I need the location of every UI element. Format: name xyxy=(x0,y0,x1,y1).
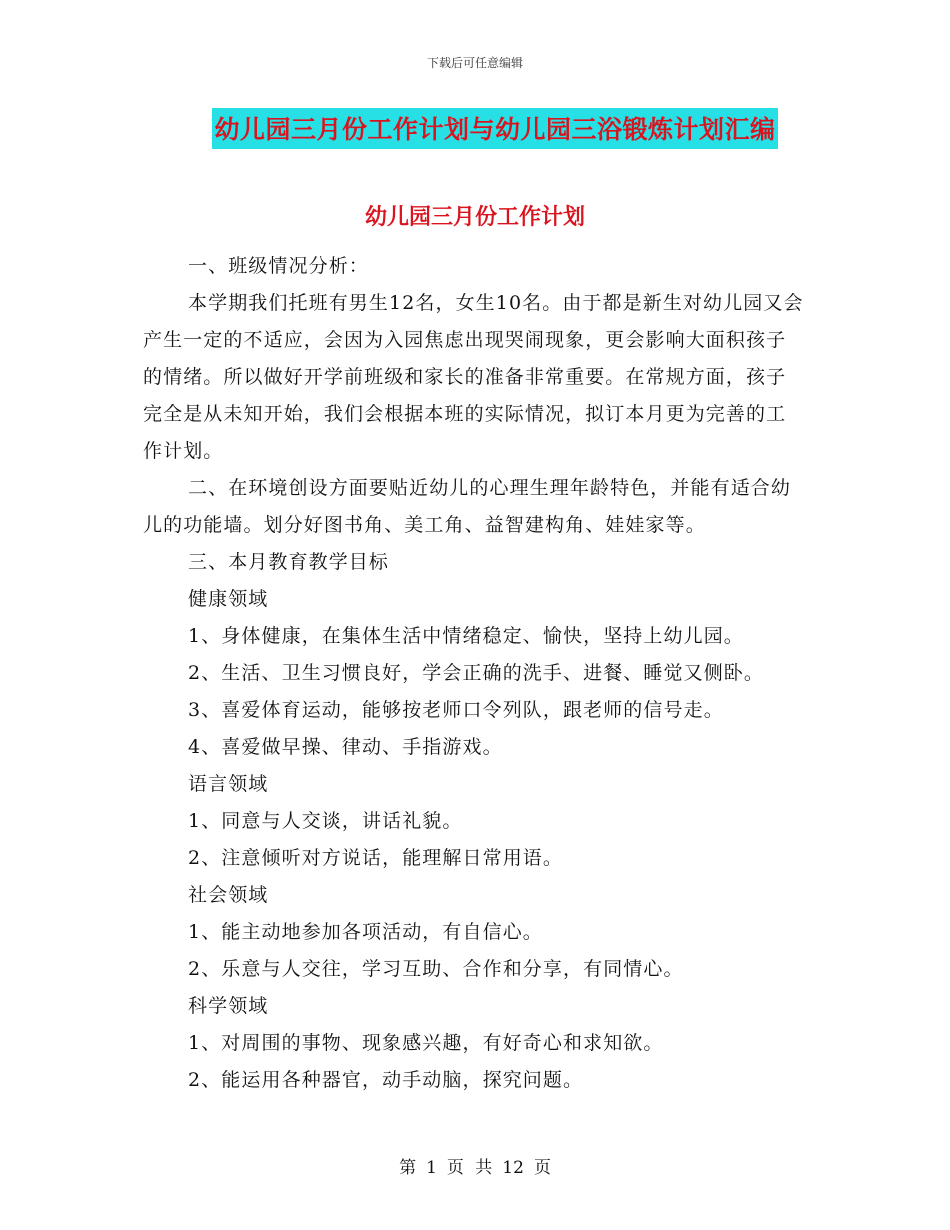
document-title: 幼儿园三月份工作计划与幼儿园三浴锻炼计划汇编 xyxy=(212,108,777,149)
list-item: 1、能主动地参加各项活动，有自信心。 xyxy=(188,921,543,943)
list-item: 2、注意倾听对方说话，能理解日常用语。 xyxy=(188,847,563,869)
header-note: 下载后可任意编辑 xyxy=(426,56,523,70)
paragraph-class-analysis: 本学期我们托班有男生12名，女生10名。由于都是新生对幼儿园又会产生一定的不适应，会因为入园焦虑出现哭闹现象，更会影响大面积孩子的情绪。所以做好开学前班级和家长的准备非常重要。在常规方面，孩子完全是从未知开始，我们会根据本班的实际情况，拟订本月更为完善的工作计划。 xyxy=(143,292,804,462)
footer-suffix: 页 xyxy=(533,1158,551,1178)
list-item: 2、乐意与人交往，学习互助、合作和分享，有同情心。 xyxy=(188,958,684,980)
domain-heading-social: 社会领域 xyxy=(188,884,269,906)
paragraph-heading-goals: 三、本月教育教学目标 xyxy=(188,551,390,573)
footer-middle: 页 共 xyxy=(446,1158,493,1178)
list-item: 1、身体健康，在集体生活中情绪稳定、愉快，坚持上幼儿园。 xyxy=(188,625,744,647)
list-item: 1、同意与人交谈，讲话礼貌。 xyxy=(188,810,463,832)
list-item: 2、生活、卫生习惯良好，学会正确的洗手、进餐、睡觉又侧卧。 xyxy=(188,662,764,684)
document-title-container xyxy=(0,108,950,149)
domain-heading-health: 健康领域 xyxy=(188,588,269,610)
paragraph-environment: 二、在环境创设方面要贴近幼儿的心理生理年龄特色，并能有适合幼儿的功能墙。划分好图书角、美工角、益智建构角、娃娃家等。 xyxy=(143,477,792,536)
list-item: 1、对周围的事物、现象感兴趣，有好奇心和求知欲。 xyxy=(188,1032,664,1054)
section-title: 幼儿园三月份工作计划 xyxy=(364,204,585,230)
domain-heading-science: 科学领域 xyxy=(188,995,269,1017)
page-footer xyxy=(0,1153,950,1178)
page-total: 12 xyxy=(502,1158,524,1178)
list-item: 3、喜爱体育运动，能够按老师口令列队，跟老师的信号走。 xyxy=(188,699,724,721)
footer-prefix: 第 xyxy=(399,1158,417,1178)
domain-heading-language: 语言领域 xyxy=(188,773,269,795)
document-body xyxy=(143,248,805,1099)
list-item: 2、能运用各种器官，动手动脑，探究问题。 xyxy=(188,1069,584,1091)
paragraph-heading-class-analysis: 一、班级情况分析： xyxy=(188,255,369,277)
list-item: 4、喜爱做早操、律动、手指游戏。 xyxy=(188,736,503,758)
page-number: 1 xyxy=(426,1158,437,1178)
